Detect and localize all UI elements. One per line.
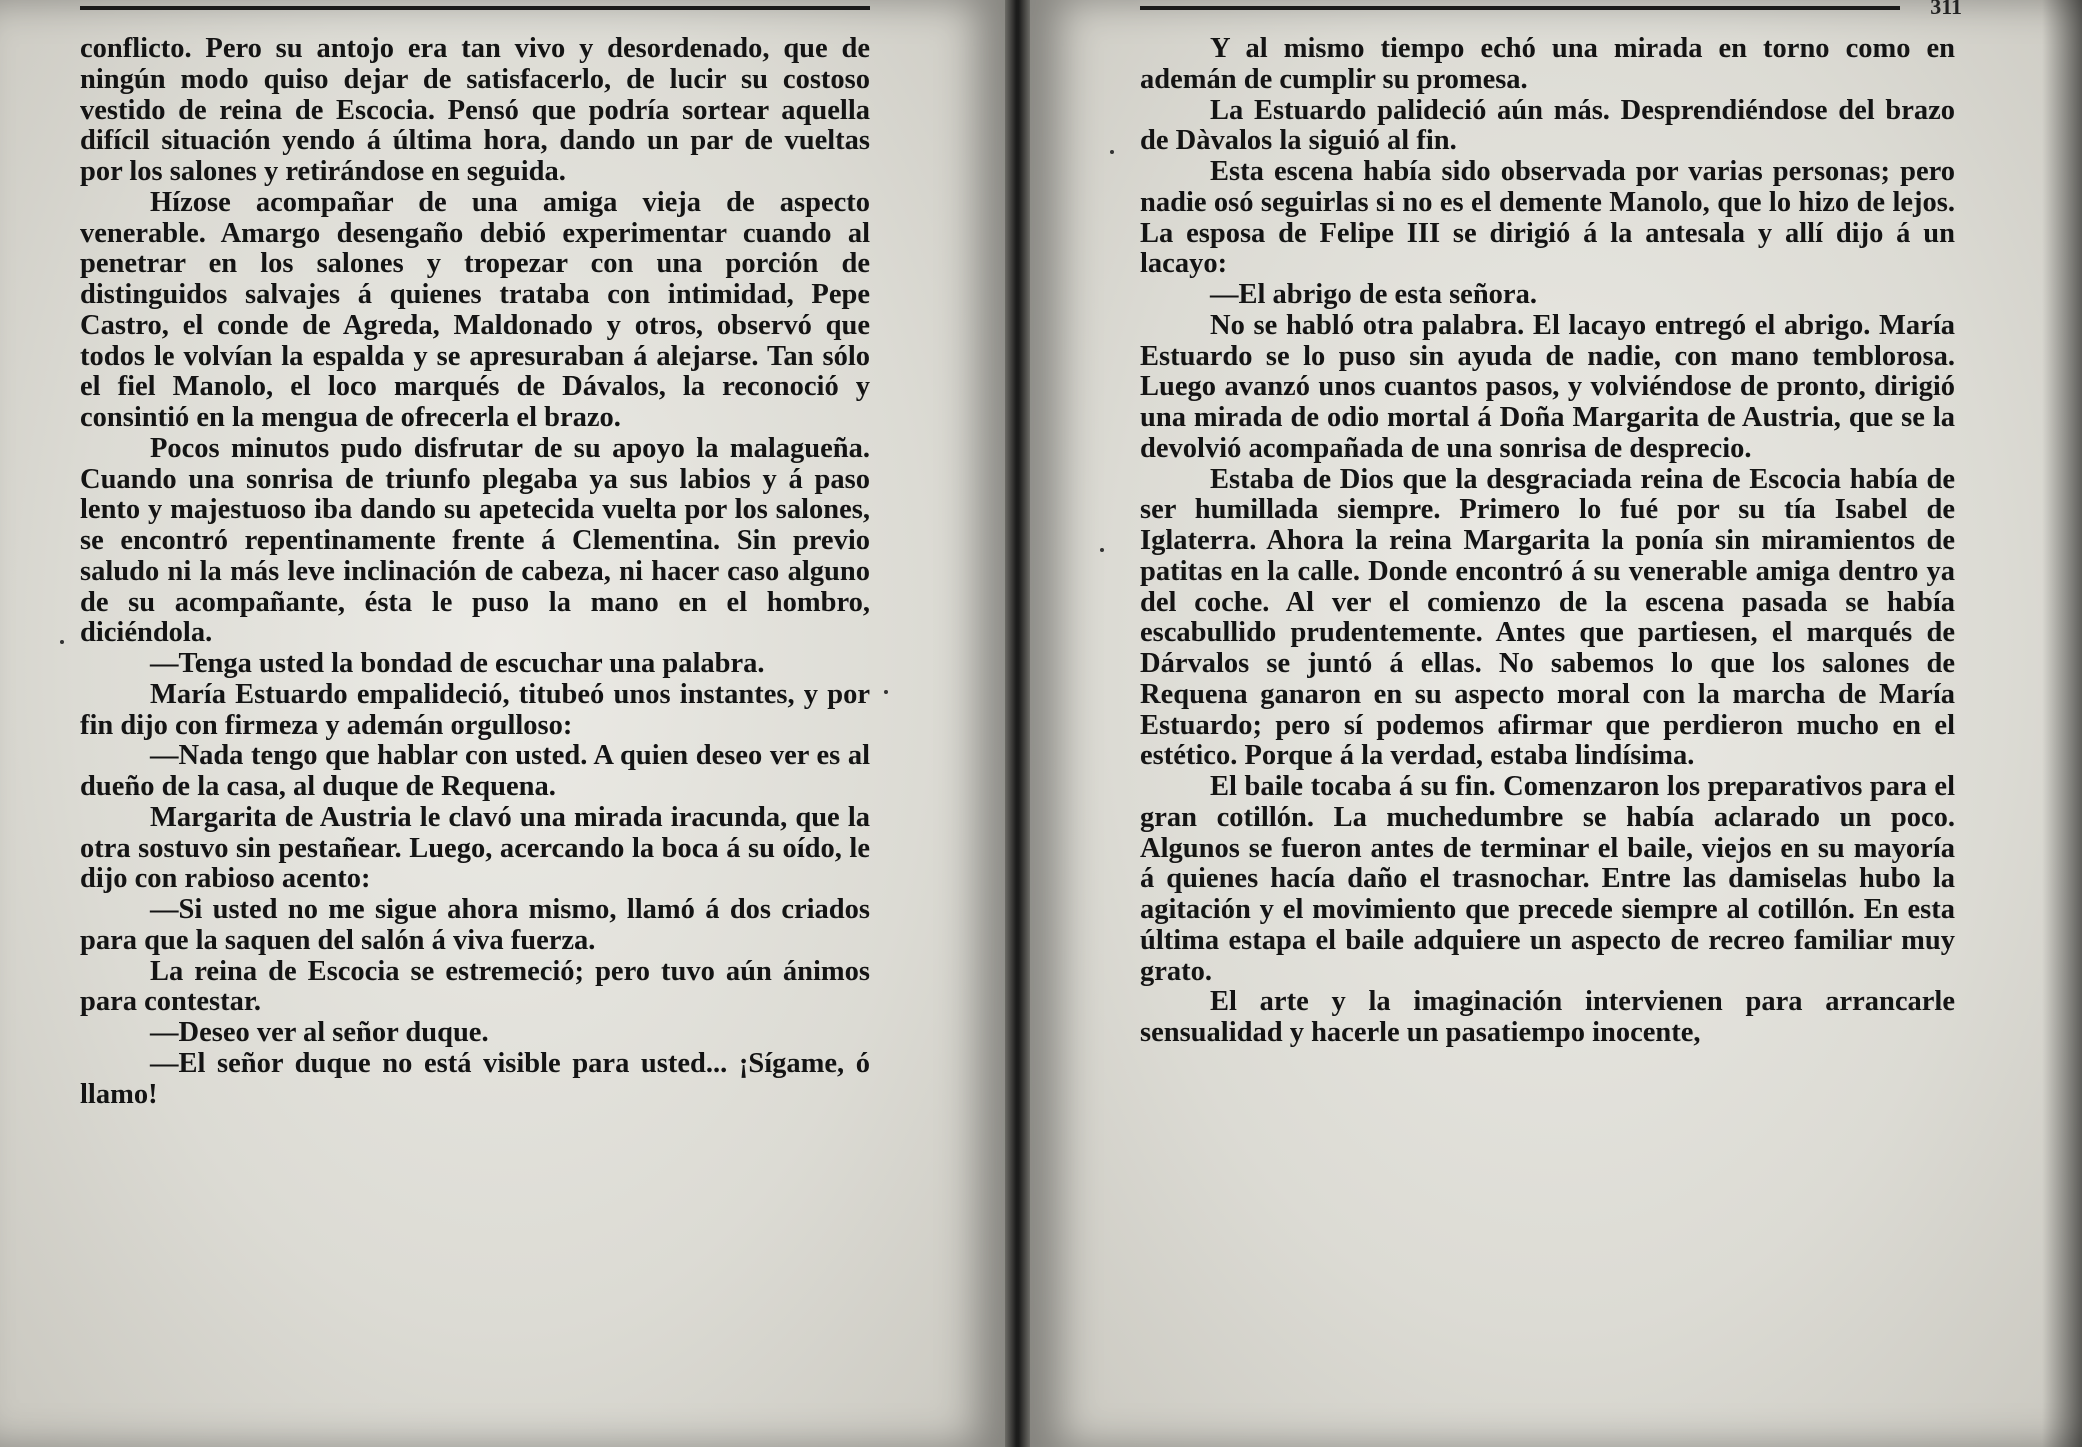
paragraph: Hízose acompañar de una amiga vieja de aspecto venerable. Amargo desengaño debió experimentar cuando al penetrar en los salones y tropezar con una porción de distinguidos salvajes á quienes trataba con intimidad, Pepe Castro, el conde de Agreda, Maldonado y otros, observó que todos le volvían la espalda y se apresuraban á alejarse. Tan sólo el fiel Manolo, el loco marqués de Dávalos, la reconoció y consintió en la mengua de ofrecerla el brazo. <box>80 186 870 433</box>
book-gutter <box>1005 0 1030 1447</box>
paragraph: El arte y la imaginación intervienen para arrancarle sensualidad y hacerle un pasatiempo inocente, <box>1140 986 1955 1048</box>
page-edge-shadow <box>2042 0 2082 1447</box>
header-rule-left <box>80 6 870 10</box>
paragraph: Margarita de Austria le clavó una mirada iracunda, que la otra sostuvo sin pestañear. Luego, acercando la boca á su oído, le dijo con rabioso acento: <box>80 801 870 895</box>
paragraph: El baile tocaba á su fin. Comenzaron los preparativos para el gran cotillón. La muchedumbre se había aclarado un poco. Algunos se fueron antes de terminar el baile, viejos en su mayoría á quienes hacía daño el trasnochar. Entre las damiselas hubo la agitación y el movimiento que precede siempre al cotillón. En esta última estapa el baile adquiere un aspecto de recreo familiar muy grato. <box>1140 771 1955 987</box>
paragraph: La Estuardo palideció aún más. Desprendiéndose del brazo de Dàvalos la siguió al fin. <box>1140 94 1955 157</box>
dialogue-line: —Si usted no me sigue ahora mismo, llamó á dos criados para que la saquen del salón á viva fuerza. <box>80 894 870 956</box>
print-speck <box>884 690 888 694</box>
paragraph: La reina de Escocia se estremeció; pero tuvo aún ánimos para contestar. <box>80 955 870 1018</box>
paragraph: Esta escena había sido observada por varias personas; pero nadie osó seguirlas si no es el demente Manolo, que lo hizo de lejos. La esposa de Felipe III se dirigió á la antesala y allí dijo á un lacayo: <box>1140 156 1955 280</box>
dialogue-line: —El abrigo de esta señora. <box>1210 279 1537 310</box>
dialogue-line: —Deseo ver al señor duque. <box>150 1017 489 1048</box>
print-speck <box>1100 548 1104 552</box>
dialogue-line: —Tenga usted la bondad de escuchar una palabra. <box>150 648 765 679</box>
print-speck <box>60 640 64 644</box>
paragraph: Y al mismo tiempo echó una mirada en torno como en ademán de cumplir su promesa. <box>1140 33 1955 95</box>
right-page-text <box>1140 34 1955 1049</box>
print-speck <box>1110 150 1114 154</box>
paragraph: Estaba de Dios que la desgraciada reina de Escocia había de ser humillada siempre. Primero lo fué por su tía Isabel de Iglaterra. Ahora la reina Margarita la ponía sin miramientos de patitas en la calle. Donde encontró á su venerable amiga dentro ya del coche. Al ver el comienzo de la escena pasada se había escabullido prudentemente. Antes que partiesen, el marqués de Dárvalos se juntó á ellas. No sabemos lo que los salones de Requena ganaron en su aspecto moral con la marcha de María Estuardo; pero sí podemos afirmar que perdieron mucho en el estético. Porque á la verdad, estaba lindísima. <box>1140 463 1955 772</box>
paragraph: No se habló otra palabra. El lacayo entregó el abrigo. María Estuardo se lo puso sin ayuda de nadie, con mano temblorosa. Luego avanzó unos cuantos pasos, y volviéndose de pronto, dirigió una mirada de odio mortal á Doña Margarita de Austria, que se la devolvió acompañada de una sonrisa de desprecio. <box>1140 309 1955 464</box>
paragraph: Pocos minutos pudo disfrutar de su apoyo la malagueña. Cuando una sonrisa de triunfo plegaba ya sus labios y á paso lento y majestuoso iba dando su apetecida vuelta por los salones, se encontró repentinamente frente á Clementina. Sin previo saludo ni la más leve inclinación de cabeza, ni hacer caso alguno de su acompañante, ésta le puso la mano en el hombro, diciéndola. <box>80 432 870 649</box>
dialogue-line: —Nada tengo que hablar con usted. A quien deseo ver es al dueño de la casa, al duque de Requena. <box>80 740 870 802</box>
left-page-text <box>80 34 870 1110</box>
dialogue-line: —El señor duque no está visible para usted... ¡Sígame, ó llamo! <box>80 1047 870 1110</box>
right-page <box>1030 0 2082 1447</box>
page-number: 311 <box>1930 0 1962 19</box>
left-page <box>0 0 1005 1447</box>
header-rule-right <box>1140 6 1900 10</box>
paragraph: María Estuardo empalideció, titubeó unos instantes, y por fin dijo con firmeza y ademán orgulloso: <box>80 678 870 741</box>
paragraph: conflicto. Pero su antojo era tan vivo y desordenado, que de ningún modo quiso dejar de satisfacerlo, de lucir su costoso vestido de reina de Escocia. Pensó que podría sortear aquella difícil situación yendo á última hora, dando un par de vueltas por los salones y retirándose en seguida. <box>80 33 870 187</box>
